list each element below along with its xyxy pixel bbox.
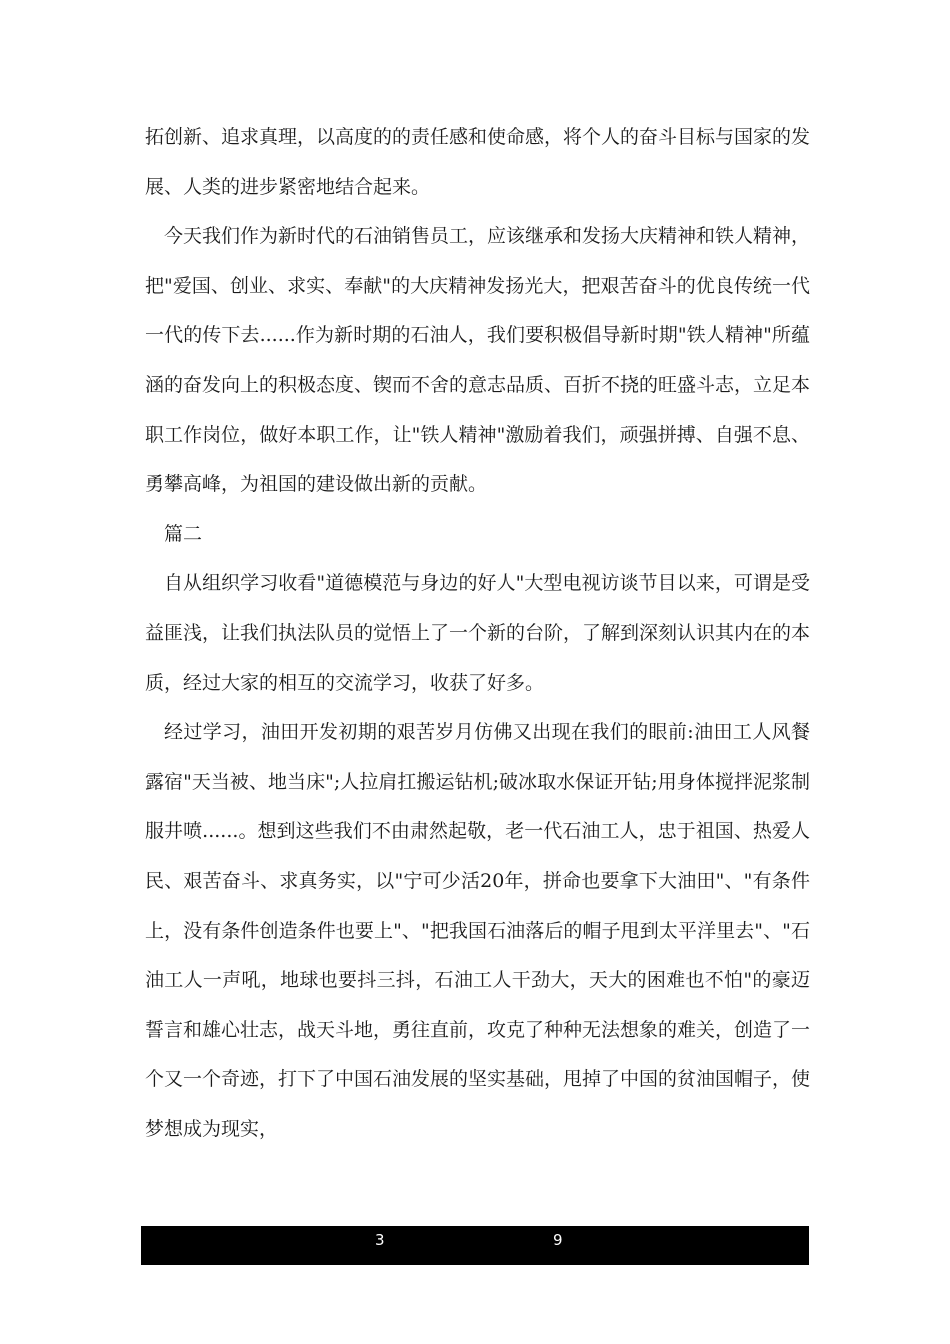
total-pages: 9 — [553, 1231, 563, 1249]
page-number: 3 — [375, 1231, 385, 1249]
paragraph-oilfield-history: 经过学习，油田开发初期的艰苦岁月仿佛又出现在我们的眼前:油田工人风餐露宿"天当被、地当床";人拉肩扛搬运钻机;破冰取水保证开钻;用身体搅拌泥浆制服井喷......。想到这些我们不由肃然起敬，老一代石油工人，忠于祖国、热爱人民、艰苦奋斗、求真务实，以"宁可少活20年，拼命也要拿下大油田"、"有条件上，没有条件创造条件也要上"、"把我国石油落后的帽子甩到太平洋里去"、"石油工人一声吼，地球也要抖三抖，石油工人干劲大，天大的困难也不怕"的豪迈誓言和雄心壮志，战天斗地，勇往直前，攻克了种种无法想象的难关，创造了一个又一个奇迹，打下了中国石油发展的坚实基础，甩掉了中国的贫油国帽子，使梦想成为现实， — [145, 721, 811, 1140]
paragraph-moral-models: 自从组织学习收看"道德模范与身边的好人"大型电视访谈节目以来，可谓是受益匪浅，让我们执法队员的觉悟上了一个新的台阶，了解到深刻认识其内在的本质，经过大家的相互的交流学习，收获了好多。 — [145, 572, 811, 694]
document-body — [145, 113, 810, 1154]
section-heading: 篇二 — [164, 522, 203, 545]
paragraph-iron-man-spirit: 今天我们作为新时代的石油销售员工，应该继承和发扬大庆精神和铁人精神，把"爱国、创业、求实、奉献"的大庆精神发扬光大，把艰苦奋斗的优良传统一代一代的传下去......作为新时期的石油人，我们要积极倡导新时期"铁人精神"所蕴涵的奋发向上的积极态度、锲而不舍的意志品质、百折不挠的旺盛斗志，立足本职工作岗位，做好本职工作，让"铁人精神"激励着我们，顽强拼搏、自强不息、勇攀高峰，为祖国的建设做出新的贡献。 — [145, 225, 811, 496]
footer-bar — [141, 1226, 809, 1265]
paragraph-continuation: 拓创新、追求真理，以高度的的责任感和使命感，将个人的奋斗目标与国家的发展、人类的进步紧密地结合起来。 — [145, 126, 811, 198]
